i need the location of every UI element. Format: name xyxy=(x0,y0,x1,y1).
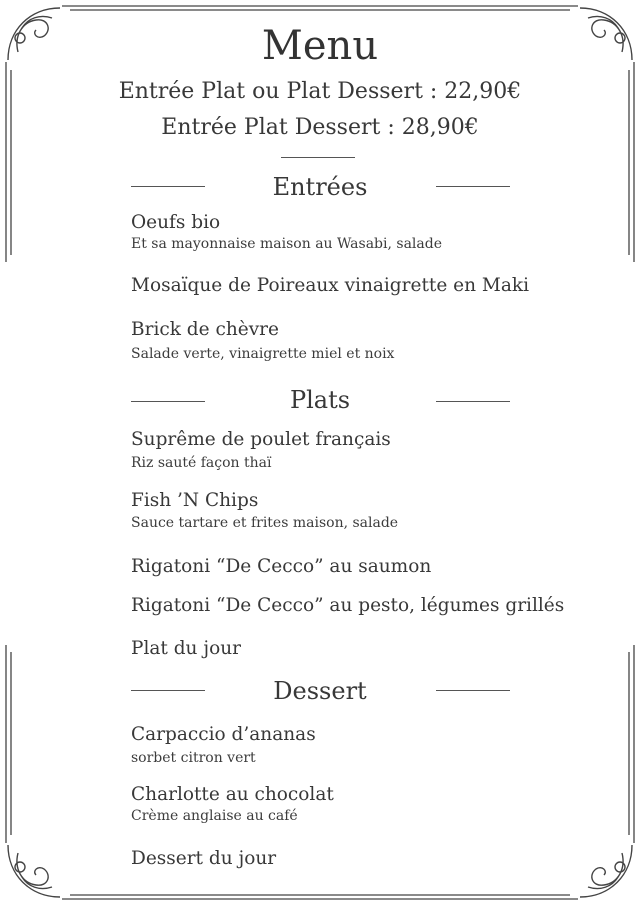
menu-item-description: Sauce tartare et frites maison, salade xyxy=(131,515,399,531)
section-title-entrees: Entrées xyxy=(272,173,368,201)
menu-item-description: Et sa mayonnaise maison au Wasabi, salade xyxy=(131,236,443,252)
price-formula-1: Entrée Plat ou Plat Dessert : 22,90€ xyxy=(118,79,522,104)
menu-item-name: Carpaccio d’ananas xyxy=(131,724,316,745)
price-formula-2: Entrée Plat Dessert : 28,90€ xyxy=(161,115,479,140)
section-title-dessert: Dessert xyxy=(273,677,367,705)
section-title-plats: Plats xyxy=(289,386,351,414)
menu-item-name: Plat du jour xyxy=(131,638,241,659)
title-divider xyxy=(281,157,355,158)
menu-item-name: Charlotte au chocolat xyxy=(131,784,334,805)
menu-item-name: Suprême de poulet français xyxy=(131,429,391,450)
menu-item-description: sorbet citron vert xyxy=(131,750,256,766)
menu-item-name: Oeufs bio xyxy=(131,212,221,233)
menu-item-name: Mosaïque de Poireaux vinaigrette en Maki xyxy=(131,275,529,296)
menu-item-description: Crème anglaise au café xyxy=(131,808,298,824)
menu-item-description: Salade verte, vinaigrette miel et noix xyxy=(131,346,395,362)
menu-item-name: Brick de chèvre xyxy=(131,319,279,340)
section-rule-right xyxy=(436,186,510,187)
menu-title: Menu xyxy=(261,23,379,69)
section-rule-right xyxy=(436,690,510,691)
menu-item-name: Fish ’N Chips xyxy=(131,490,259,511)
menu-item-name: Rigatoni “De Cecco” au pesto, légumes grillés xyxy=(131,595,565,616)
menu-item-description: Riz sauté façon thaï xyxy=(131,455,272,471)
menu-item-name: Rigatoni “De Cecco” au saumon xyxy=(131,556,432,577)
section-rule-right xyxy=(436,401,510,402)
menu-item-name: Dessert du jour xyxy=(131,848,277,869)
